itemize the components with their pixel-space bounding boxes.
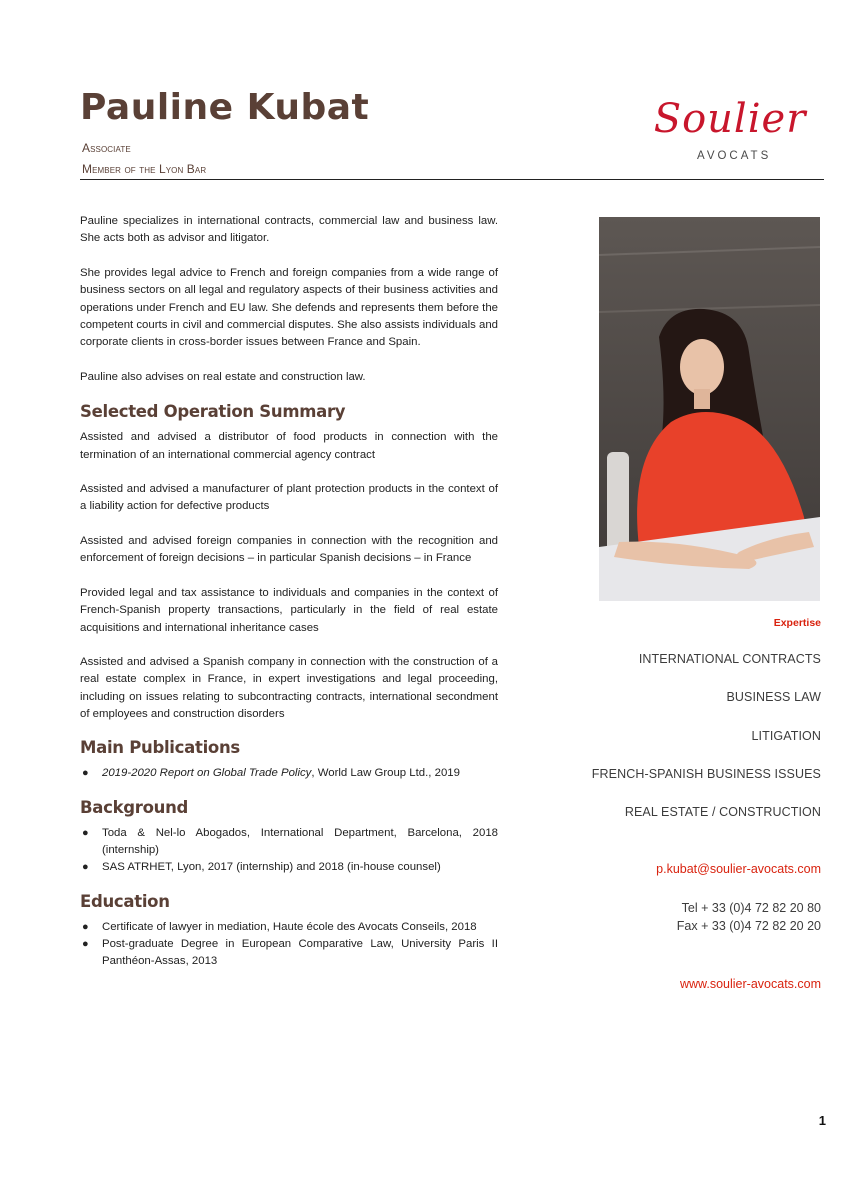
- bullet-icon: ●: [82, 860, 89, 873]
- expertise-item: BUSINESS LAW: [726, 690, 821, 704]
- publications-list: [80, 765, 498, 782]
- operations-heading: Selected Operation Summary: [80, 402, 346, 422]
- publications-heading: Main Publications: [80, 737, 240, 757]
- bullet-icon: ●: [82, 826, 89, 839]
- expertise-item: INTERNATIONAL CONTRACTS: [638, 652, 821, 666]
- education-list: [80, 919, 498, 970]
- education-heading: Education: [80, 891, 170, 911]
- portrait-photo: [599, 217, 820, 601]
- operation-item: Assisted and advised a distributor of food products in connection with the termination of an international commercial agency contract: [80, 431, 498, 461]
- intro-paragraph: Pauline also advises on real estate and construction law.: [80, 370, 366, 383]
- expertise-item: FRENCH-SPANISH BUSINESS ISSUES: [591, 767, 821, 781]
- background-entry: SAS ATRHET, Lyon, 2017 (internship) and 2018 (in-house counsel): [102, 860, 441, 873]
- operation-item: Assisted and advised a manufacturer of plant protection products in the context of a liability action for defective products: [80, 483, 498, 513]
- publication-source: , World Law Group Ltd., 2019: [311, 766, 460, 779]
- education-entry: Post-graduate Degree in European Comparative Law, University Paris II Panthéon-Assas, 2013: [102, 937, 498, 967]
- operation-item: Provided legal and tax assistance to individuals and companies in the context of French-Spanish property transactions, particularly in the field of real estate acquisitions and international inheritance cases: [80, 586, 498, 634]
- expertise-item: REAL ESTATE / CONSTRUCTION: [624, 805, 821, 819]
- expertise-label: Expertise: [773, 617, 821, 629]
- logo-script: Soulier: [653, 96, 807, 142]
- intro-paragraph: She provides legal advice to French and foreign companies from a wide range of business sectors on all legal and regulatory aspects of their business activities and operations under French and EU law. She defends and represents them before the competent courts in civil and commercial disputes. She also assists individuals and corporate clients in cross-border issues between France and Spain.: [80, 266, 498, 349]
- email-link[interactable]: p.kubat@soulier-avocats.com: [656, 862, 821, 876]
- fax-number: Fax + 33 (0)4 72 82 20 20: [676, 919, 821, 933]
- list-item: [80, 936, 498, 970]
- logo-subtitle: AVOCATS: [697, 150, 772, 162]
- list-item: [80, 859, 498, 876]
- person-name: Pauline Kubat: [80, 87, 370, 128]
- bar-membership: Member of the Lyon Bar: [82, 162, 207, 176]
- expertise-item: LITIGATION: [751, 729, 821, 743]
- main-column: [80, 213, 498, 986]
- header-divider: [80, 179, 824, 180]
- bullet-icon: ●: [82, 920, 89, 933]
- portrait-illustration: [599, 217, 820, 601]
- intro-paragraph: Pauline specializes in international contracts, commercial law and business law. She acts both as advisor and litigator.: [80, 215, 498, 245]
- publication-title: 2019-2020 Report on Global Trade Policy: [102, 766, 312, 779]
- phone-number: Tel + 33 (0)4 72 82 20 80: [681, 901, 821, 915]
- role-title: Associate: [82, 141, 131, 155]
- list-item: [80, 919, 498, 936]
- background-entry: Toda & Nel-lo Abogados, International Department, Barcelona, 2018 (internship): [102, 826, 498, 856]
- list-item: [80, 765, 498, 782]
- bullet-icon: ●: [82, 937, 89, 950]
- website-link[interactable]: www.soulier-avocats.com: [679, 977, 821, 991]
- bullet-icon: ●: [82, 766, 89, 779]
- background-heading: Background: [80, 797, 189, 817]
- page-number: 1: [818, 1113, 826, 1128]
- education-entry: Certificate of lawyer in mediation, Haute école des Avocats Conseils, 2018: [102, 920, 477, 933]
- operation-item: Assisted and advised foreign companies in connection with the recognition and enforcement of foreign decisions – in particular Spanish decisions – in France: [80, 534, 498, 565]
- background-list: [80, 825, 498, 876]
- operation-item: Assisted and advised a Spanish company in connection with the construction of a real estate complex in France, in expert investigations and legal proceeding, including on issues relating to subcontracting contracts, international secondment of employees and construction disorders: [80, 655, 498, 721]
- list-item: [80, 825, 498, 859]
